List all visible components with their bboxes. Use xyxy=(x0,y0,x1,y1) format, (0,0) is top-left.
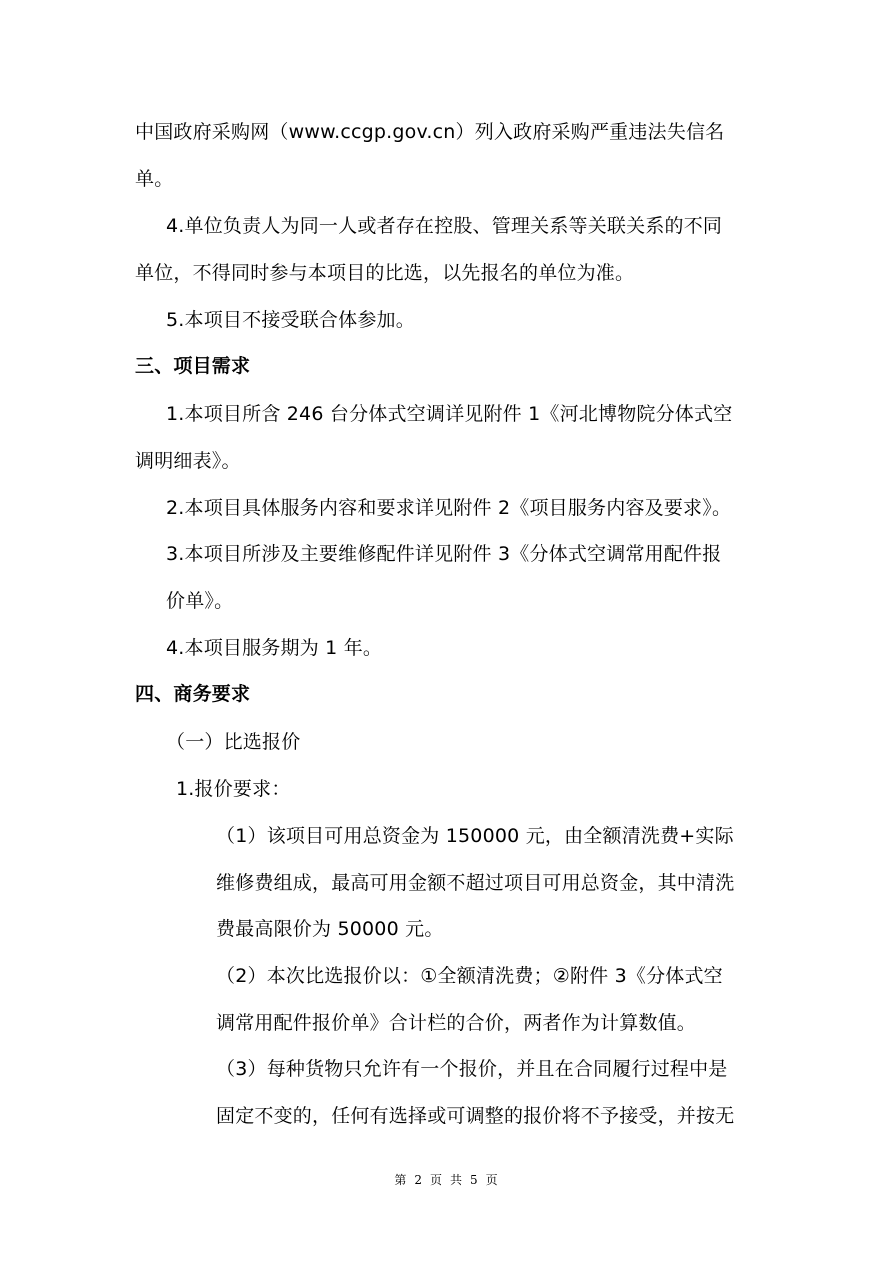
text-line: 价单》。 xyxy=(166,590,234,612)
subsection-heading: （一）比选报价 xyxy=(166,731,301,753)
text-line: 3.本项目所涉及主要维修配件详见附件 3《分体式空调常用配件报 xyxy=(166,543,722,565)
page-footer xyxy=(0,1172,892,1188)
footer-di: 第 xyxy=(394,1173,407,1187)
text-line: 5.本项目不接受联合体参加。 xyxy=(166,309,415,331)
text-line: 固定不变的，任何有选择或可调整的报价将不予接受，并按无 xyxy=(216,1105,735,1127)
footer-ye: 页 xyxy=(429,1173,442,1187)
text-line: 调常用配件报价单》合计栏的合价，两者作为计算数值。 xyxy=(216,1012,697,1034)
text-line: 1.本项目所含 246 台分体式空调详见附件 1《河北博物院分体式空 xyxy=(166,403,733,425)
text-line: 单位，不得同时参与本项目的比选，以先报名的单位为准。 xyxy=(135,262,635,284)
text-line: 中国政府采购网（www.ccgp.gov.cn）列入政府采购严重违法失信名 xyxy=(135,121,725,143)
text-line: 4.单位负责人为同一人或者存在控股、管理关系等关联关系的不同 xyxy=(166,215,723,237)
text-line: 维修费组成，最高可用金额不超过项目可用总资金，其中清洗 xyxy=(216,872,735,894)
section-heading-business: 四、商务要求 xyxy=(135,683,251,705)
text-line: 2.本项目具体服务内容和要求详见附件 2《项目服务内容及要求》。 xyxy=(166,497,732,519)
text-line: （1）该项目可用总资金为 150000 元，由全额清洗费+实际 xyxy=(216,825,734,847)
total-pages: 5 xyxy=(470,1173,478,1187)
section-heading-requirements: 三、项目需求 xyxy=(135,355,251,377)
text-line: （3）每种货物只允许有一个报价，并且在合同履行过程中是 xyxy=(216,1058,728,1080)
text-line: 单。 xyxy=(135,168,174,190)
text-line: （2）本次比选报价以：①全额清洗费；②附件 3《分体式空 xyxy=(216,965,723,987)
footer-gong: 共 xyxy=(450,1173,463,1187)
text-line: 4.本项目服务期为 1 年。 xyxy=(166,637,383,659)
text-line: 1.报价要求： xyxy=(176,778,291,800)
page-number: 2 xyxy=(414,1173,422,1187)
text-line: 费最高限价为 50000 元。 xyxy=(216,918,444,940)
text-line: 调明细表》。 xyxy=(135,450,241,472)
footer-ye: 页 xyxy=(485,1173,498,1187)
